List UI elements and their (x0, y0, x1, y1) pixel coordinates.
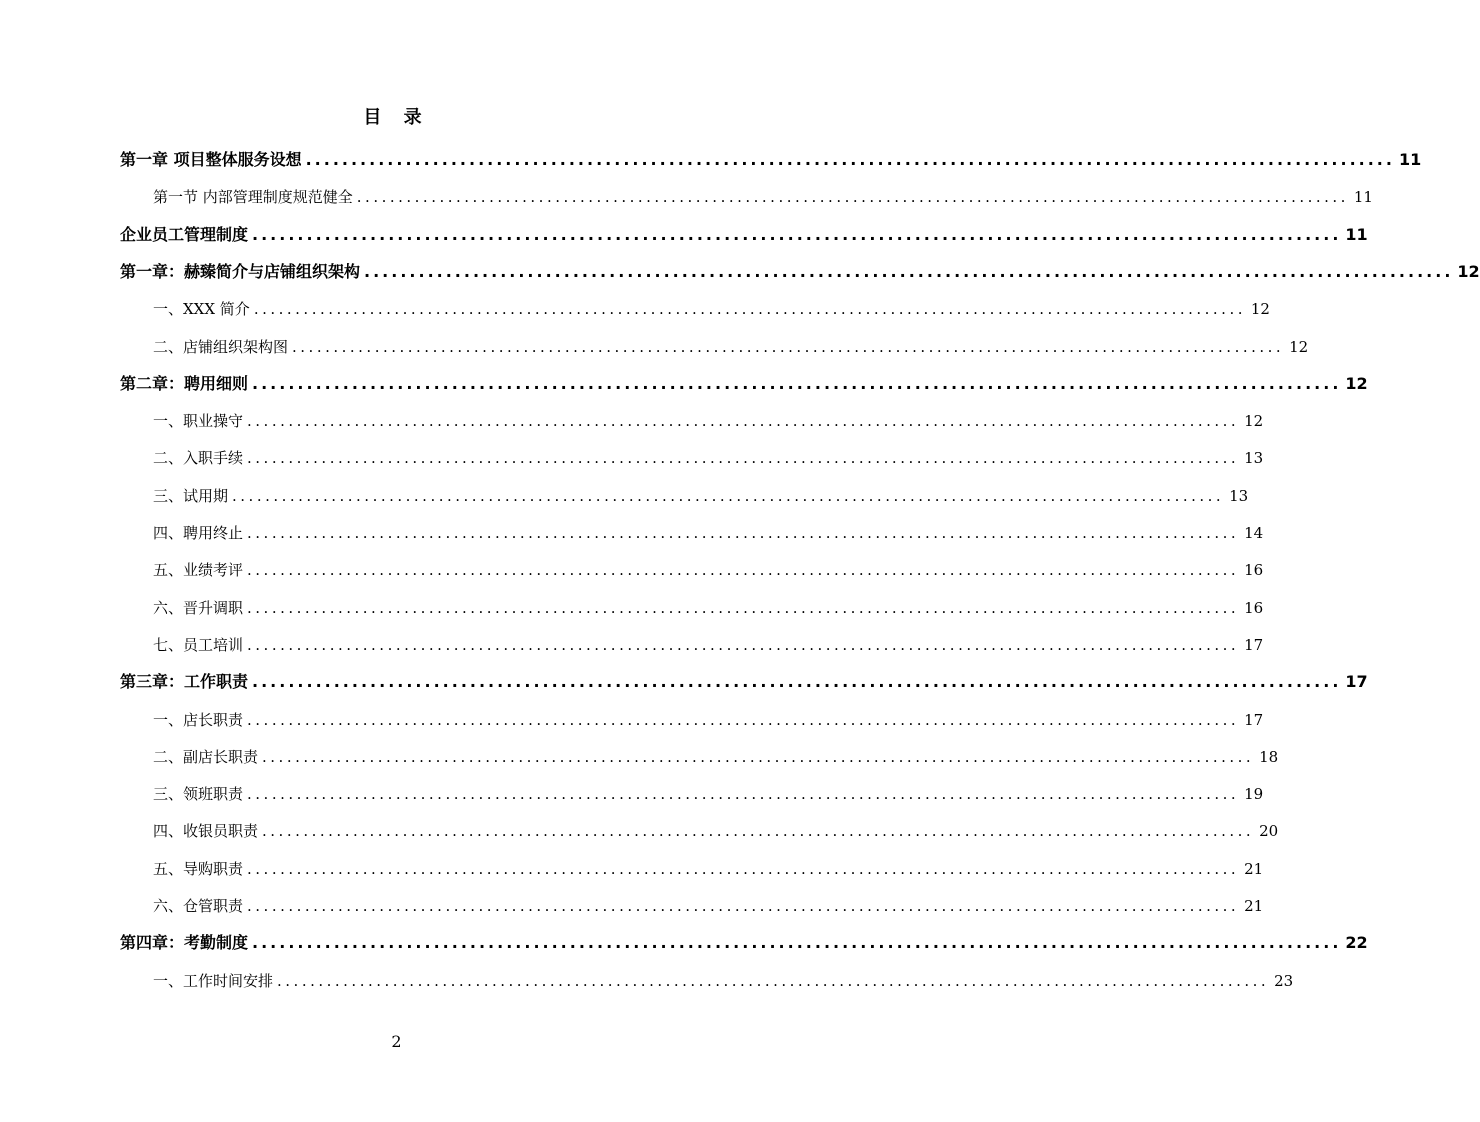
toc-entry-page: 16 (1244, 598, 1264, 617)
toc-chapter-entry[interactable] (120, 670, 1368, 694)
toc-entry-page: 13 (1244, 449, 1264, 468)
toc-section-entry[interactable] (153, 633, 1264, 657)
toc-entry-page: 22 (1345, 933, 1368, 953)
toc-leader-dots: ........................................................................................................................ (364, 261, 1454, 281)
toc-leader-dots: ........................................................................................................................ (262, 822, 1255, 841)
toc-entry-page: 21 (1244, 897, 1264, 915)
toc-section-entry[interactable] (153, 558, 1264, 582)
toc-entry-page: 21 (1244, 859, 1264, 878)
toc-entry-page: 12 (1250, 300, 1270, 319)
toc-section-entry[interactable] (153, 782, 1264, 806)
toc-section-entry[interactable] (153, 297, 1270, 321)
toc-section-entry[interactable] (153, 857, 1264, 881)
toc-entry-title: 企业员工管理制度 (120, 224, 249, 244)
toc-entry-title: 三、领班职责 (153, 785, 244, 804)
toc-entry-page: 12 (1289, 337, 1309, 356)
toc-entry-page: 17 (1244, 710, 1264, 729)
toc-entry-title: 四、收银员职责 (153, 822, 259, 841)
toc-entry-page: 16 (1244, 561, 1264, 580)
toc-entry-title: 二、副店长职责 (153, 747, 259, 766)
toc-leader-dots: ........................................................................................................................ (305, 150, 1395, 169)
toc-section-entry[interactable] (153, 708, 1264, 732)
toc-section-entry[interactable] (153, 596, 1264, 620)
toc-leader-dots: ........................................................................................................................ (252, 933, 1342, 953)
toc-chapter-entry[interactable] (120, 260, 1480, 284)
toc-title: 目 录 (363, 107, 430, 128)
toc-leader-dots: ........................................................................................................................ (252, 672, 1342, 692)
toc-section-entry[interactable] (153, 894, 1264, 918)
toc-entry-page: 17 (1345, 672, 1368, 692)
toc-leader-dots: ........................................................................................................................ (247, 598, 1240, 617)
toc-entry-page: 14 (1244, 524, 1264, 542)
toc-chapter-entry[interactable] (120, 223, 1368, 247)
toc-section-entry[interactable] (153, 484, 1249, 508)
toc-entry-page: 19 (1244, 785, 1264, 804)
toc-section-entry[interactable] (153, 521, 1264, 545)
toc-section-entry[interactable] (153, 745, 1279, 769)
toc-leader-dots: ........................................................................................................................ (356, 188, 1349, 207)
toc-section-entry[interactable] (153, 335, 1309, 359)
toc-entry-title: 六、晋升调职 (153, 598, 244, 617)
toc-entry-title: 第一节 内部管理制度规范健全 (153, 188, 353, 207)
toc-entry-title: 六、仓管职责 (153, 897, 244, 915)
toc-chapter-entry[interactable] (120, 372, 1368, 396)
toc-entry-page: 18 (1259, 747, 1279, 766)
page-number: 2 (391, 1032, 402, 1051)
toc-entry-page: 12 (1244, 412, 1264, 431)
toc-entry-title: 七、员工培训 (153, 635, 244, 654)
toc-entry-title: 一、店长职责 (153, 710, 244, 729)
toc-section-entry[interactable] (153, 446, 1264, 470)
toc-leader-dots: ........................................................................................................................ (253, 300, 1246, 319)
toc-leader-dots: ........................................................................................................................ (277, 971, 1270, 990)
toc-leader-dots: ........................................................................................................................ (247, 412, 1240, 431)
toc-entry-title: 二、入职手续 (153, 449, 244, 468)
toc-leader-dots: ........................................................................................................................ (252, 224, 1342, 244)
toc-chapter-entry[interactable] (120, 148, 1422, 172)
toc-entry-page: 13 (1229, 486, 1249, 505)
toc-leader-dots: ........................................................................................................................ (247, 524, 1240, 542)
toc-entry-page: 11 (1345, 224, 1368, 244)
toc-entry-title: 第二章：聘用细则 (120, 373, 249, 393)
toc-entry-title: 二、店铺组织架构图 (153, 337, 289, 356)
toc-leader-dots: ........................................................................................................................ (247, 897, 1240, 915)
toc-leader-dots: ........................................................................................................................ (232, 486, 1225, 505)
toc-entry-title: 一、工作时间安排 (153, 971, 274, 990)
toc-leader-dots: ........................................................................................................................ (247, 561, 1240, 580)
toc-entry-title: 第三章：工作职责 (120, 672, 249, 692)
toc-chapter-entry[interactable] (120, 931, 1368, 955)
toc-section-entry[interactable] (153, 409, 1264, 433)
toc-section-entry[interactable] (153, 185, 1373, 209)
toc-entry-title: 五、业绩考评 (153, 561, 244, 580)
toc-entry-page: 12 (1457, 261, 1480, 281)
toc-entry-page: 11 (1398, 150, 1422, 169)
toc-leader-dots: ........................................................................................................................ (247, 859, 1240, 878)
toc-leader-dots: ........................................................................................................................ (247, 710, 1240, 729)
toc-entry-title: 一、XXX 简介 (153, 300, 250, 319)
toc-leader-dots: ........................................................................................................................ (247, 785, 1240, 804)
toc-entry-title: 第一章 项目整体服务设想 (120, 150, 302, 169)
toc-entry-title: 一、职业操守 (153, 412, 244, 431)
toc-section-entry[interactable] (153, 819, 1279, 843)
toc-entry-title: 第一章：赫臻简介与店铺组织架构 (120, 261, 361, 281)
toc-entry-page: 12 (1345, 373, 1368, 393)
toc-entry-title: 第四章：考勤制度 (120, 933, 249, 953)
toc-entry-page: 20 (1259, 822, 1279, 841)
toc-entry-page: 17 (1244, 635, 1264, 654)
toc-leader-dots: ........................................................................................................................ (292, 337, 1285, 356)
toc-entry-title: 三、试用期 (153, 486, 229, 505)
toc-entry-title: 五、导购职责 (153, 859, 244, 878)
toc-leader-dots: ........................................................................................................................ (252, 373, 1342, 393)
toc-leader-dots: ........................................................................................................................ (247, 635, 1240, 654)
toc-entry-page: 11 (1353, 188, 1373, 207)
toc-section-entry[interactable] (153, 969, 1294, 993)
toc-entry-page: 23 (1274, 971, 1294, 990)
toc-entry-title: 四、聘用终止 (153, 524, 244, 542)
toc-leader-dots: ........................................................................................................................ (262, 747, 1255, 766)
toc-leader-dots: ........................................................................................................................ (247, 449, 1240, 468)
